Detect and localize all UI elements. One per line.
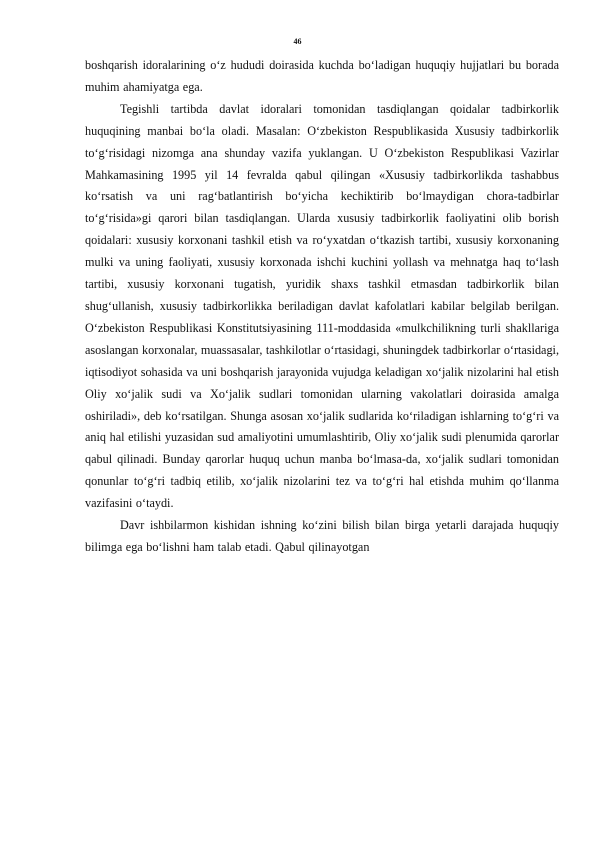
page-number: 46 bbox=[293, 37, 302, 46]
paragraph-2: Tegishli tartibda davlat idoralari tomonidan tasdiqlangan qoidalar tadbirkorlik huquqining manbai bo‘la oladi. Masalan: O‘zbekiston Respublikasida Xususiy tadbirkorlik to‘g‘risidagi nizomga ana shunday vazifa yuklangan. U O‘zbekiston Respublikasi Vazirlar Mahkamasining 1995 yil 14 fevralda qabul qilingan «Xususiy tadbirkorlikda tashabbus ko‘rsatish va uni rag‘batlantirish bo‘yicha kechiktirib bo‘lmaydigan chora-tadbirlar to‘g‘risida»gi qarori bilan tasdiqlangan. Ularda xususiy tadbirkorlik faoliyatini olib borish qoidalari: xususiy korxonani tashkil etish va ro‘yxatdan o‘tkazish tartibi, xususiy korxonaning mulki va uning faoliyati, xususiy korxonada ishchi kuchini yollash va mehnatga haq to‘lash tartibi, xususiy korxonani tugatish, yuridik shaxs tashkil etmasdan tadbirkorlik bilan shug‘ullanish, xususiy tadbirkorlikka beriladigan davlat kafolatlari kabilar belgilab berilgan. O‘zbekiston Respublikasi Konstitutsiyasining 111-moddasida «mulkchilikning turli shakllariga asoslangan korxonalar, muassasalar, tashkilotlar o‘rtasidagi, shuningdek tadbirkorlar o‘rtasidagi, iqtisodiyot sohasida va uni boshqarish jarayonida vujudga keladigan xo‘jalik nizolarini hal etish Oliy xo‘jalik sudi va Xo‘jalik sudlari tomonidan ularning vakolatlari doirasida amalga oshiriladi», deb ko‘rsatilgan. Shunga asosan xo‘jalik sudlarida ko‘riladigan ishlarning to‘g‘ri va aniq hal etilishi yuzasidan sud amaliyotini umumlashtirib, Oliy xo‘jalik sudi plenumida qarorlar qabul qilinadi. Bunday qarorlar huquq uchun manba bo‘lmasa-da, xo‘jalik sudlari tomonidan qonunlar to‘g‘ri tadbiq etilib, xo‘jalik nizolarini tez va to‘g‘ri hal etishda muhim qo‘llanma vazifasini o‘taydi. bbox=[85, 101, 559, 511]
paragraph-3: Davr ishbilarmon kishidan ishning ko‘zini bilish bilan birga yetarli darajada huquqiy bilimga ega bo‘lishni ham talab etadi. Qabul qilinayotgan bbox=[85, 518, 559, 554]
body-text bbox=[85, 55, 559, 559]
paragraph-1: boshqarish idoralarining o‘z hududi doirasida kuchda bo‘ladigan huquqiy hujjatlari bu borada muhim ahamiyatga ega. bbox=[85, 58, 559, 94]
